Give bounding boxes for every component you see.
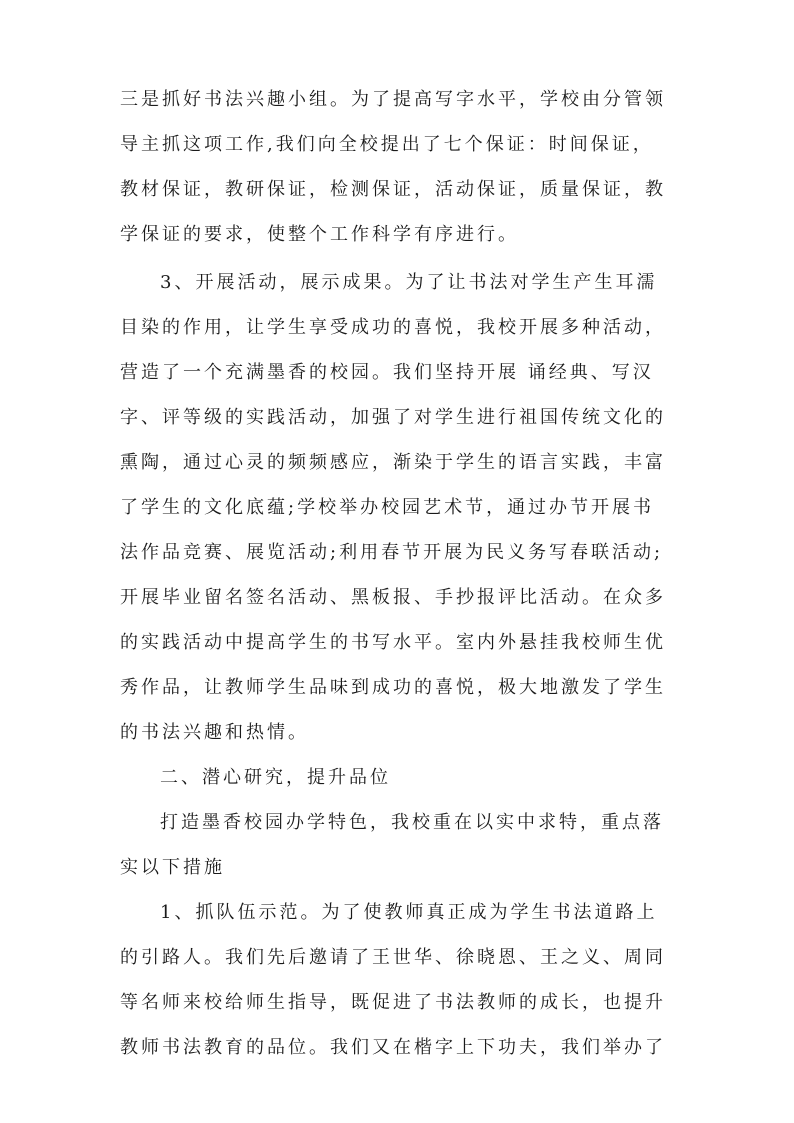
text-line: 三是抓好书法兴趣小组。为了提高写字水平，学校由分管领: [120, 89, 666, 110]
text-line: 的引路人。我们先后邀请了王世华、徐晓恩、王之义、周同: [120, 947, 666, 968]
paragraph-first-line: 1、抓队伍示范。为了使教师真正成为学生书法道路上: [160, 902, 658, 923]
text-line: 等名师来校给师生指导，既促进了书法教师的成长，也提升: [120, 992, 666, 1013]
paragraph-first-line: 打造墨香校园办学特色，我校重在以实中求特，重点落: [160, 812, 664, 833]
text-line: 法作品竞赛、展览活动;利用春节开展为民义务写春联活动;: [120, 542, 664, 563]
text-line: 学保证的要求，使整个工作科学有序进行。: [120, 224, 519, 245]
text-line: 字、评等级的实践活动，加强了对学生进行祖国传统文化的: [120, 407, 666, 428]
text-line: 营造了一个充满墨香的校园。我们坚持开展 诵经典、写汉: [120, 362, 654, 383]
text-line: 目染的作用，让学生享受成功的喜悦，我校开展多种活动，: [120, 317, 666, 338]
paragraph-first-line: 3、开展活动，展示成果。为了让书法对学生产生耳濡: [160, 272, 658, 293]
text-line: 秀作品，让教师学生品味到成功的喜悦，极大地激发了学生: [120, 677, 666, 698]
text-line: 教师书法教育的品位。我们又在楷字上下功夫，我们举办了: [120, 1037, 666, 1058]
section-heading: 二、潜心研究，提升品位: [160, 767, 391, 788]
text-line: 熏陶，通过心灵的频频感应，渐染于学生的语言实践，丰富: [120, 452, 666, 473]
text-line: 的实践活动中提高学生的书写水平。室内外悬挂我校师生优: [120, 632, 666, 653]
text-line: 了学生的文化底蕴;学校举办校园艺术节，通过办节开展书: [120, 497, 655, 518]
text-line: 开展毕业留名签名活动、黑板报、手抄报评比活动。在众多: [120, 587, 666, 608]
text-line: 实以下措施: [120, 857, 225, 878]
text-line: 的书法兴趣和热情。: [120, 722, 309, 743]
text-line: 教材保证，教研保证，检测保证，活动保证，质量保证，教: [120, 179, 666, 200]
text-line: 导主抓这项工作,我们向全校提出了七个保证：时间保证，: [120, 134, 654, 155]
